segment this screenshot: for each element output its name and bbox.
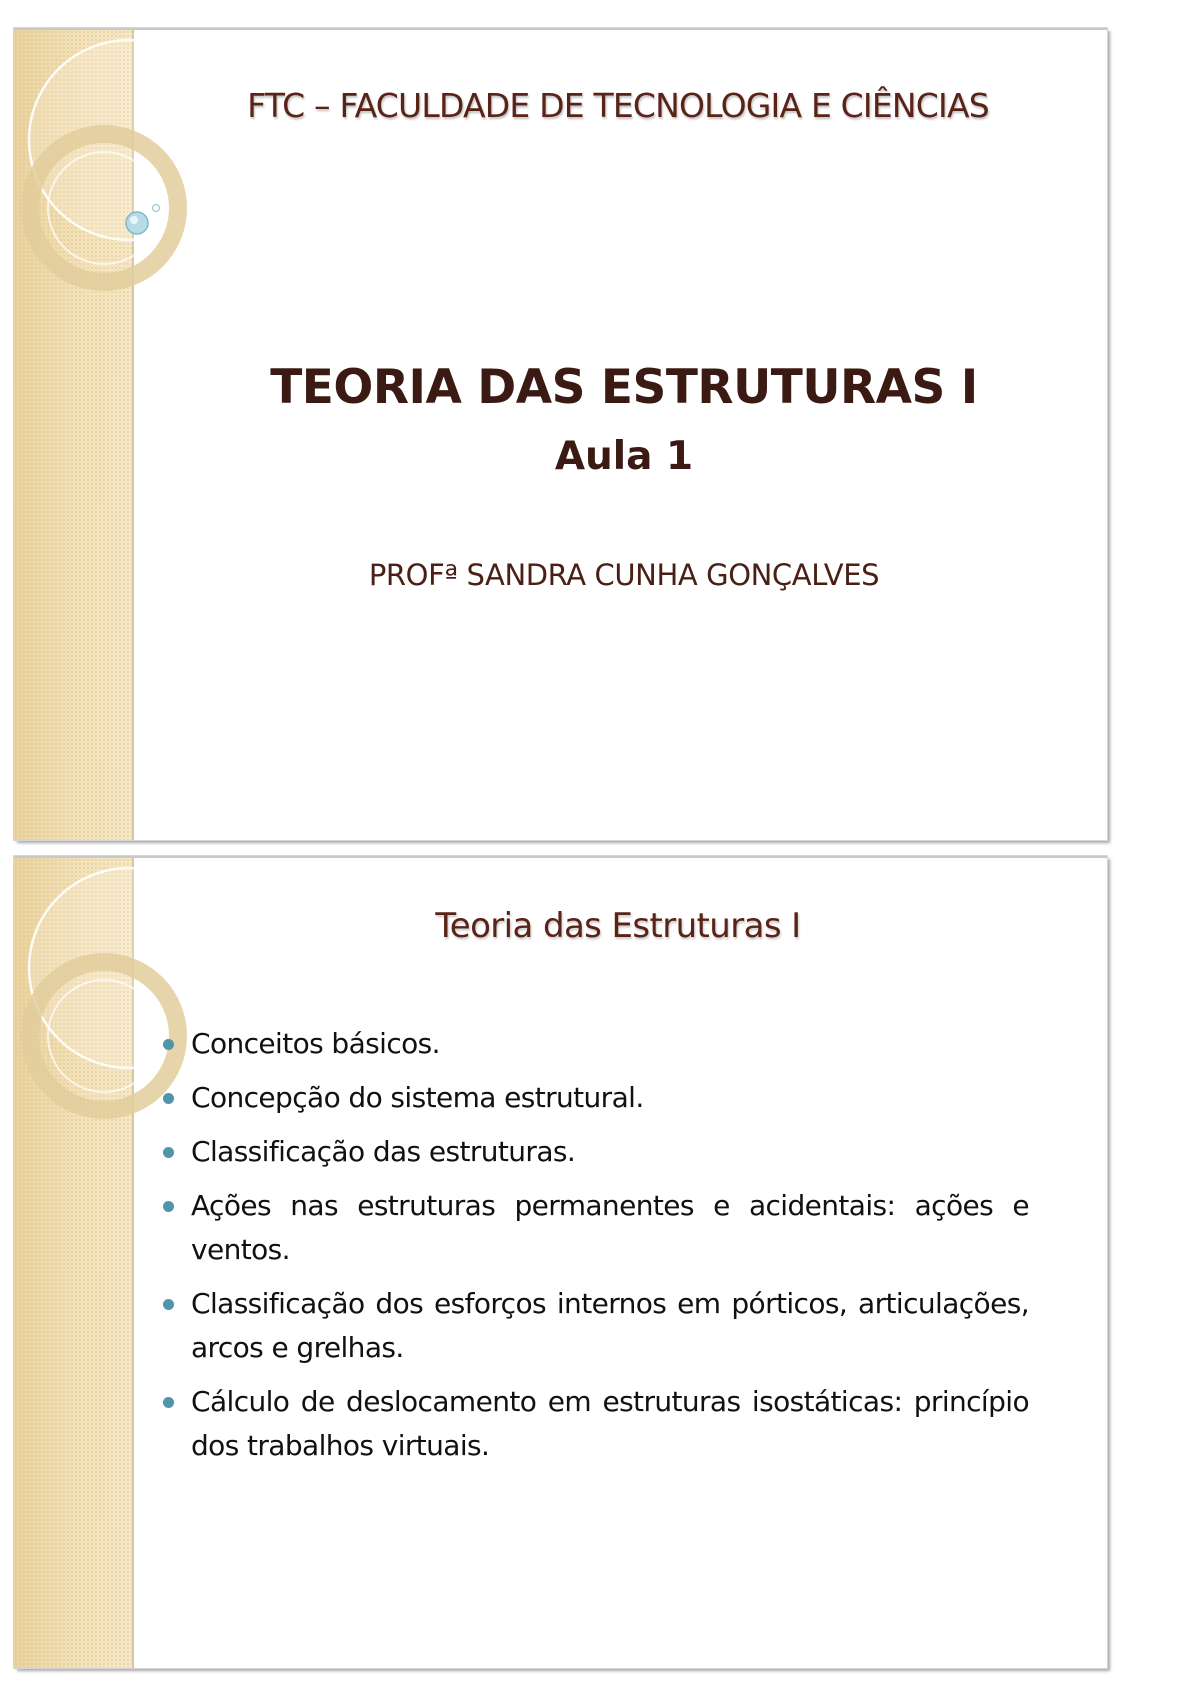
circle-bullet-icon [163, 1201, 174, 1212]
lesson-label: Aula 1 [554, 434, 694, 479]
ring-decoration-icon [14, 30, 194, 330]
circle-bullet-icon [163, 1299, 174, 1310]
course-title: TEORIA DAS ESTRUTURAS I [270, 360, 978, 415]
topic-text: Classificação dos esforços internos em pórticos, articulações, arcos e grelhas. [191, 1287, 1029, 1364]
professor-name: PROFª SANDRA CUNHA GONÇALVES [368, 558, 880, 592]
list-item [159, 1184, 1029, 1272]
topic-text: Concepção do sistema estrutural. [191, 1081, 644, 1114]
faculty-title: FTC – FACULDADE DE TECNOLOGIA E CIÊNCIAS [247, 86, 989, 125]
list-item [159, 1076, 1029, 1120]
circle-bullet-icon [163, 1093, 174, 1104]
list-item [159, 1380, 1029, 1468]
list-item [159, 1282, 1029, 1370]
topic-list [159, 1022, 1029, 1478]
circle-bullet-icon [163, 1039, 174, 1050]
content-slide [14, 856, 1107, 1668]
title-slide [14, 28, 1107, 840]
list-item [159, 1130, 1029, 1174]
circle-bullet-icon [163, 1147, 174, 1158]
topic-text: Conceitos básicos. [191, 1027, 440, 1060]
circle-bullet-icon [163, 1397, 174, 1408]
topic-text: Ações nas estruturas permanentes e acidentais: ações e ventos. [191, 1189, 1029, 1266]
topic-text: Cálculo de deslocamento em estruturas isostáticas: princípio dos trabalhos virtuais. [191, 1385, 1029, 1462]
slide-title: Teoria das Estruturas I [435, 906, 801, 946]
topic-text: Classificação das estruturas. [191, 1135, 576, 1168]
list-item [159, 1022, 1029, 1066]
